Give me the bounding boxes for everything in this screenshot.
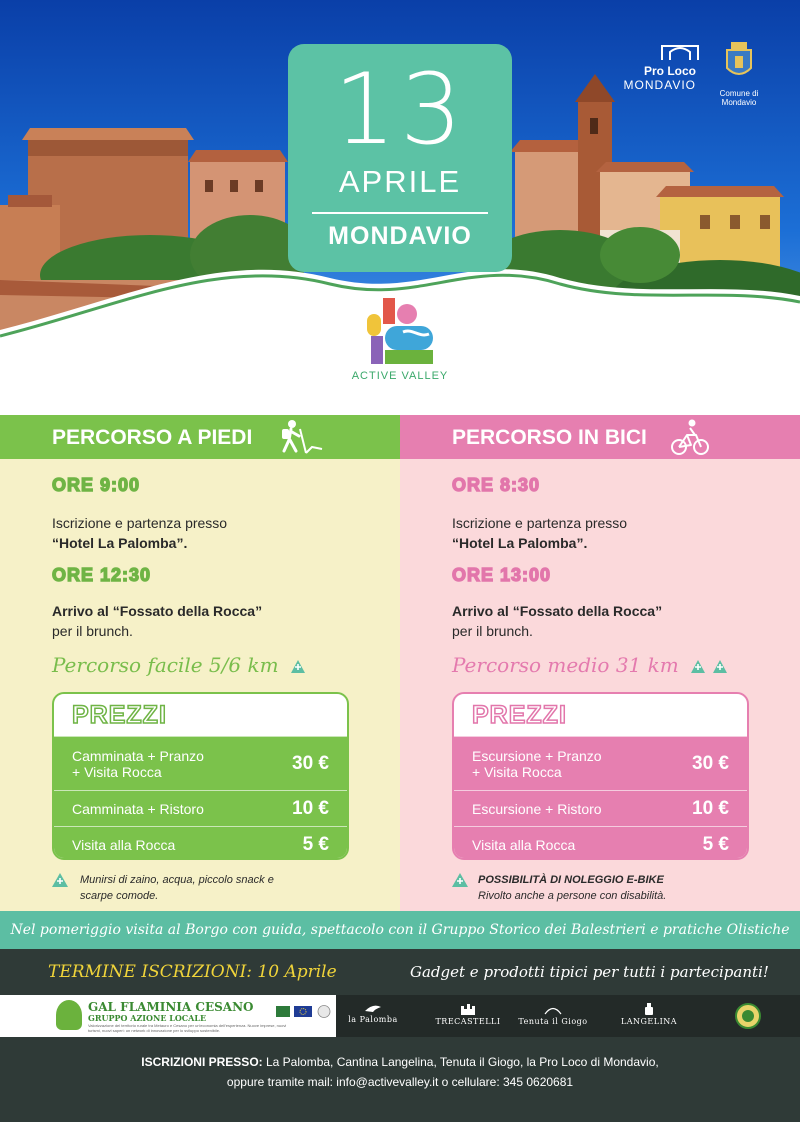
hero-banner (0, 0, 800, 420)
price-amount: 10 € (292, 797, 329, 819)
partner-seal-icon (734, 1002, 762, 1030)
walk-route-text: Percorso facile 5/6 km (52, 653, 279, 677)
walk-start-text-2: “Hotel La Palomba”. (52, 535, 188, 551)
bike-prices-title: PREZZI (472, 701, 567, 729)
gal-title: GAL FLAMINIA CESANO (88, 1000, 254, 1014)
bike-column (400, 415, 800, 911)
bike-note-line1: POSSIBILITÀ DI NOLEGGIO E-BIKE (478, 874, 664, 886)
footer-line1 (0, 1052, 800, 1072)
castle-icon (460, 1003, 476, 1015)
price-row (54, 826, 347, 860)
bike-arrival-text-2: per il brunch. (452, 623, 533, 639)
price-label: Camminata + Ristoro (72, 800, 204, 817)
active-valley-logo (340, 298, 460, 382)
sponsor-giogo (516, 1003, 590, 1026)
bike-time-arrival: ORE 13:00 (452, 565, 552, 585)
bike-note-line2: Rivolto anche a persone con disabilità. (478, 890, 667, 902)
difficulty-medium-icon-1 (691, 660, 705, 673)
walk-note (52, 872, 274, 904)
sponsor-giogo-label: Tenuta il Giogo (518, 1017, 588, 1026)
price-label (72, 748, 204, 780)
estate-icon (543, 1003, 563, 1015)
sponsor-langelina-label: LANGELINA (620, 1017, 678, 1026)
event-day: 13 (333, 53, 467, 167)
arch-icon (660, 42, 700, 62)
gadget-note: Gadget e prodotti tipici per tutti i partecipanti! (410, 963, 769, 981)
event-date-box (288, 44, 512, 272)
walk-time-arrival: ORE 12:30 (52, 565, 152, 585)
deadline-strip (0, 949, 800, 995)
bike-prices-box (452, 692, 749, 860)
bike-note (452, 872, 666, 904)
footer-contacts: oppure tramite mail: info@activevalley.it o cellulare: 345 0620681 (226, 1075, 574, 1089)
bicycle-icon (670, 419, 710, 455)
sponsor-trecastelli-label: TRECASTELLI (435, 1017, 501, 1026)
bike-time-start: ORE 8:30 (452, 475, 541, 495)
walk-note-line1: Munirsi di zaino, acqua, piccolo snack e (80, 874, 274, 886)
price-label-line2: + Visita Rocca (472, 763, 562, 780)
price-amount: 30 € (292, 752, 329, 774)
price-amount: 5 € (302, 833, 329, 855)
walk-route (52, 653, 305, 677)
registration-footer (0, 1037, 800, 1122)
sponsor-langelina (612, 1003, 686, 1026)
bike-start-text-2: “Hotel La Palomba”. (452, 535, 588, 551)
sponsor-trecastelli (431, 1003, 505, 1026)
price-label-line1: Escursione + Pranzo (472, 747, 602, 764)
coat-of-arms-icon (721, 40, 757, 82)
afternoon-program: Nel pomeriggio visita al Borgo con guida, spettacolo con il Gruppo Storico dei Balestrieri e pratiche Olistiche (0, 911, 800, 949)
walk-time-start: ORE 9:00 (52, 475, 141, 495)
dove-icon (363, 1003, 383, 1013)
walk-column (0, 415, 400, 911)
price-row (454, 736, 747, 790)
price-row (454, 790, 747, 826)
bike-arrival-text-1: Arrivo al “Fossato della Rocca” (452, 603, 663, 619)
bike-route-text: Percorso medio 31 km (452, 653, 679, 677)
comune-label: Comune di Mondavio (719, 89, 759, 107)
comune-logo (708, 40, 770, 107)
bike-title: PERCORSO IN BICI (452, 426, 647, 449)
walk-header (0, 415, 400, 459)
footer-label: ISCRIZIONI PRESSO: (141, 1055, 263, 1069)
gal-description: Valorizzazione del territorio rurale tra Metauro e Cesano per un'economia dell'esperienza. Nuove imprese, nuovi turismi, nuovi saperi: un network di innovazione per lo sviluppo sostenibile. (88, 1023, 287, 1033)
price-label: Visita alla Rocca (472, 836, 576, 853)
walk-start-text-1: Iscrizione e partenza presso (52, 515, 228, 531)
event-month: APRILE (338, 164, 462, 199)
gal-subtitle: GRUPPO AZIONE LOCALE (88, 1013, 207, 1023)
bike-start-text-1: Iscrizione e partenza presso (452, 515, 628, 531)
gal-flaminia-logo (56, 998, 336, 1034)
brand-name: ACTIVE VALLEY (351, 370, 449, 382)
price-label (472, 748, 602, 780)
price-label-line1: Camminata + Pranzo (72, 747, 204, 764)
bottle-icon (643, 1003, 655, 1015)
difficulty-medium-icon-2 (713, 660, 727, 673)
eu-flags-icon (276, 1004, 336, 1020)
sponsors-bar (0, 995, 800, 1037)
footer-locations: La Palomba, Cantina Langelina, Tenuta il Giogo, la Pro Loco di Mondavio, (266, 1055, 659, 1069)
sponsor-palomba (336, 1003, 410, 1024)
active-valley-icon (363, 298, 437, 366)
price-amount: 5 € (702, 833, 729, 855)
price-row (454, 826, 747, 860)
hiker-icon (276, 419, 324, 455)
price-label: Escursione + Ristoro (472, 800, 602, 817)
walk-note-line2: scarpe comode. (80, 890, 159, 902)
leaf-icon (56, 1000, 82, 1030)
difficulty-easy-icon (291, 660, 305, 673)
price-row (54, 790, 347, 826)
partners-panel (336, 995, 800, 1037)
proloco-logo (616, 42, 696, 92)
info-triangle-icon (452, 873, 468, 887)
date-divider (312, 212, 488, 214)
walk-arrival-text-1: Arrivo al “Fossato della Rocca” (52, 603, 263, 619)
price-label-line2: + Visita Rocca (72, 763, 162, 780)
event-town: MONDAVIO (328, 222, 472, 250)
info-triangle-icon (52, 873, 68, 887)
registration-deadline: TERMINE ISCRIZIONI: 10 Aprile (48, 962, 337, 982)
proloco-line2: MONDAVIO (623, 78, 696, 92)
walk-prices-title: PREZZI (72, 701, 167, 729)
price-amount: 10 € (692, 797, 729, 819)
walk-arrival-text-2: per il brunch. (52, 623, 133, 639)
proloco-line1: Pro Loco (643, 64, 696, 78)
price-label: Visita alla Rocca (72, 836, 176, 853)
walk-title: PERCORSO A PIEDI (52, 426, 253, 449)
walk-prices-box (52, 692, 349, 860)
price-row (54, 736, 347, 790)
bike-route (452, 653, 727, 677)
price-amount: 30 € (692, 752, 729, 774)
sponsor-palomba-label: la Palomba (348, 1015, 398, 1024)
bike-header (400, 415, 800, 459)
